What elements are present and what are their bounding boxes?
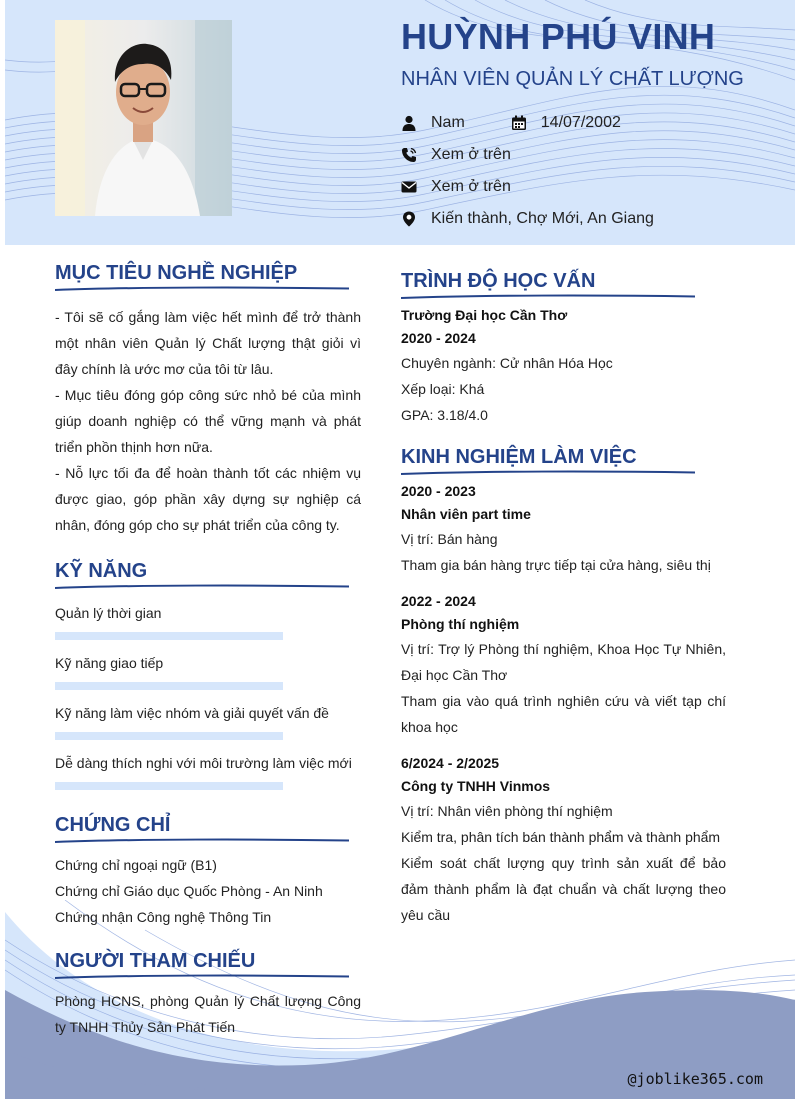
education-period: 2020 - 2024 — [401, 330, 476, 346]
objective-section — [55, 262, 361, 538]
certificate-item: Chứng chỉ Giáo dục Quốc Phòng - An Ninh — [55, 883, 323, 899]
references-text: Phòng HCNS, phòng Quản lý Chất lượng Công ty TNHH Thủy Sản Phát Tiến — [55, 993, 361, 1035]
skill-bar — [55, 782, 283, 790]
envelope-icon — [401, 179, 417, 195]
skill-item — [55, 750, 361, 790]
experience-section — [401, 446, 726, 928]
certificate-item: Chứng chỉ ngoại ngữ (B1) — [55, 857, 217, 873]
experience-item — [401, 752, 726, 928]
skill-label: Dễ dàng thích nghi với môi trường làm việc mới — [55, 755, 352, 771]
education-title: TRÌNH ĐỘ HỌC VẤN — [401, 270, 596, 292]
objective-paragraph-1: - Tôi sẽ cố gắng làm việc hết mình để trở thành một nhân viên Quản lý Chất lượng thật giỏi vì đây chính là ước mơ của tôi từ lâu. — [55, 309, 361, 377]
footer-handle: @joblike365.com — [627, 1070, 763, 1088]
location-pin-icon — [401, 211, 417, 227]
address-value: Kiến thành, Chợ Mới, An Giang — [431, 210, 654, 227]
certificates-section — [55, 814, 361, 930]
skill-item — [55, 600, 361, 640]
profile-photo — [55, 20, 232, 216]
objective-paragraph-2: - Mục tiêu đóng góp công sức nhỏ bé của mình giúp doanh nghiệp có thể vững mạnh và phát triển phồn thịnh hơn nữa. — [55, 387, 361, 455]
education-school: Trường Đại học Cần Thơ — [401, 307, 568, 323]
email-row — [401, 176, 511, 198]
user-icon — [401, 115, 417, 131]
skill-bar — [55, 682, 283, 690]
experience-detail: Vị trí: Bán hàng — [401, 531, 498, 547]
objective-title: MỤC TIÊU NGHỀ NGHIỆP — [55, 262, 298, 284]
certificate-item: Chứng nhận Công nghệ Thông Tin — [55, 909, 272, 925]
education-section — [401, 270, 726, 428]
education-gpa: GPA: 3.18/4.0 — [401, 407, 488, 423]
calendar-icon — [511, 115, 527, 131]
skill-label: Kỹ năng giao tiếp — [55, 655, 164, 671]
candidate-job-title: NHÂN VIÊN QUẢN LÝ CHẤT LƯỢNG — [401, 68, 744, 90]
email-value: Xem ở trên — [431, 178, 511, 195]
experience-organization: Công ty TNHH Vinmos — [401, 778, 551, 794]
skill-item — [55, 650, 361, 690]
experience-organization: Phòng thí nghiệm — [401, 616, 520, 632]
skill-bar — [55, 732, 283, 740]
skill-bar — [55, 632, 283, 640]
experience-detail: Tham gia bán hàng trực tiếp tại cửa hàng, siêu thị — [401, 557, 711, 573]
experience-period: 2022 - 2024 — [401, 593, 476, 609]
birthdate-value: 14/07/2002 — [540, 114, 621, 131]
experience-detail: Kiểm tra, phân tích bán thành phẩm và thành phẩm — [401, 829, 721, 845]
experience-detail: Kiểm soát chất lượng quy trình sản xuất để bảo đảm thành phẩm là đạt chuẩn và chất lượng theo yêu cầu — [401, 855, 726, 923]
objective-paragraph-3: - Nỗ lực tối đa để hoàn thành tốt các nhiệm vụ được giao, góp phần xây dựng sự nghiệp cá nhân, đóng góp cho sự phát triển của công ty. — [55, 465, 361, 533]
phone-icon — [401, 147, 417, 163]
experience-item — [401, 590, 726, 740]
references-section — [55, 950, 361, 1040]
candidate-name: HUỲNH PHÚ VINH — [401, 16, 716, 57]
experience-period: 6/2024 - 2/2025 — [401, 755, 500, 771]
skill-item — [55, 700, 361, 740]
resume-header — [5, 0, 795, 245]
right-column — [401, 270, 726, 928]
gender-birthdate-row — [401, 112, 621, 134]
certificates-title: CHỨNG CHỈ — [55, 814, 171, 836]
left-column — [55, 262, 361, 1040]
experience-period: 2020 - 2023 — [401, 483, 476, 499]
skill-label: Quản lý thời gian — [55, 605, 162, 621]
skills-title: KỸ NĂNG — [55, 560, 148, 582]
experience-item — [401, 480, 726, 578]
gender-value: Nam — [431, 114, 465, 131]
resume-page — [5, 0, 795, 1099]
experience-detail: Vị trí: Trợ lý Phòng thí nghiệm, Khoa Học Tự Nhiên, Đại học Cần Thơ — [401, 641, 726, 683]
phone-value: Xem ở trên — [431, 146, 511, 163]
skills-section — [55, 560, 361, 790]
address-row — [401, 208, 654, 230]
skill-label: Kỹ năng làm việc nhóm và giải quyết vấn đề — [55, 705, 329, 721]
experience-organization: Nhân viên part time — [401, 506, 531, 522]
phone-row — [401, 144, 511, 166]
experience-detail: Vị trí: Nhân viên phòng thí nghiệm — [401, 803, 613, 819]
experience-title: KINH NGHIỆM LÀM VIỆC — [401, 446, 637, 468]
references-title: NGƯỜI THAM CHIẾU — [55, 950, 256, 972]
education-rank: Xếp loại: Khá — [401, 381, 485, 397]
experience-detail: Tham gia vào quá trình nghiên cứu và viết tạp chí khoa học — [401, 693, 726, 735]
education-major: Chuyên ngành: Cử nhân Hóa Học — [401, 355, 613, 371]
